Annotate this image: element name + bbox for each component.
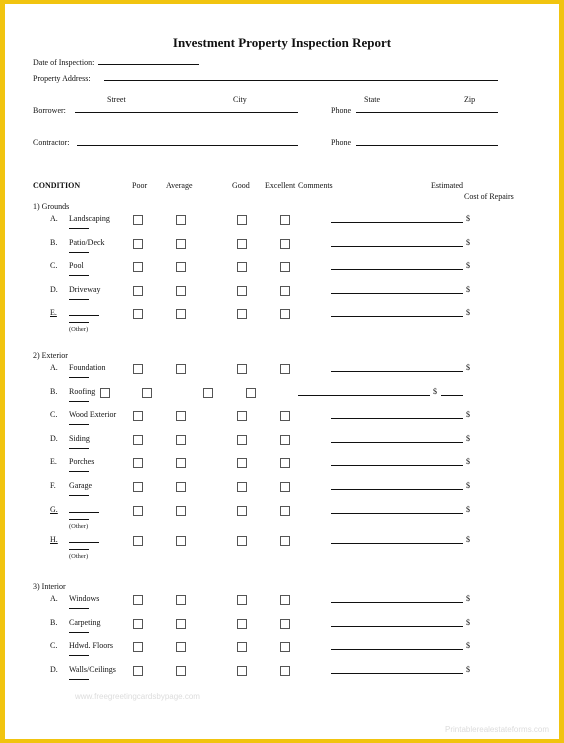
item-underline: [69, 377, 89, 378]
item-letter: A.: [50, 214, 58, 223]
dollar-sign: $: [466, 641, 470, 650]
item-underline: [69, 228, 89, 229]
comments-field[interactable]: [331, 442, 463, 443]
dollar-sign: $: [466, 308, 470, 317]
poor-checkbox[interactable]: [133, 595, 143, 605]
item-label: Hdwd. Floors: [69, 641, 114, 650]
dollar-sign: $: [433, 386, 437, 396]
section-title: 1) Grounds: [33, 202, 70, 211]
dollar-sign: $: [466, 534, 470, 544]
average-checkbox[interactable]: [176, 309, 186, 319]
good-checkbox[interactable]: [237, 458, 247, 468]
section-title: 3) Interior: [33, 582, 66, 591]
poor-header: Poor: [132, 181, 148, 190]
poor-checkbox[interactable]: [133, 536, 143, 546]
good-checkbox[interactable]: [237, 619, 247, 629]
comments-field[interactable]: [298, 395, 430, 396]
excellent-checkbox[interactable]: [246, 388, 256, 398]
dollar-sign: $: [466, 433, 470, 443]
page-title: Investment Property Inspection Report: [172, 35, 392, 50]
dollar-sign: $: [466, 504, 470, 514]
good-checkbox[interactable]: [237, 309, 247, 319]
borrower-phone-label: Phone: [331, 106, 351, 115]
comments-field[interactable]: [331, 222, 463, 223]
poor-checkbox[interactable]: [133, 666, 143, 676]
excellent-checkbox[interactable]: [280, 286, 290, 296]
excellent-checkbox[interactable]: [280, 506, 290, 516]
good-checkbox[interactable]: [203, 388, 213, 398]
average-checkbox[interactable]: [176, 411, 186, 421]
other-blank[interactable]: [69, 542, 99, 543]
dollar-sign: $: [466, 594, 470, 603]
item-letter: B.: [50, 386, 58, 396]
poor-checkbox[interactable]: [133, 215, 143, 225]
item-letter: A.: [50, 363, 58, 372]
item-letter: G.: [50, 504, 58, 514]
excellent-header: Excellent: [265, 181, 296, 190]
excellent-checkbox[interactable]: [280, 458, 290, 468]
item-underline: [69, 608, 89, 609]
average-checkbox[interactable]: [176, 262, 186, 272]
comments-field[interactable]: [331, 489, 463, 490]
date-label: Date of Inspection:: [33, 58, 95, 67]
comments-field[interactable]: [331, 626, 463, 627]
item-letter: F.: [50, 481, 56, 490]
item-underline: [69, 471, 89, 472]
other-blank[interactable]: [69, 512, 99, 513]
excellent-checkbox[interactable]: [280, 411, 290, 421]
item-letter: E.: [50, 308, 57, 317]
item-underline: [69, 519, 89, 520]
average-checkbox[interactable]: [176, 435, 186, 445]
excellent-checkbox[interactable]: [280, 619, 290, 629]
poor-checkbox[interactable]: [133, 642, 143, 652]
item-letter: C.: [50, 410, 58, 420]
poor-checkbox[interactable]: [133, 309, 143, 319]
good-checkbox[interactable]: [237, 262, 247, 272]
good-checkbox[interactable]: [237, 642, 247, 652]
poor-checkbox[interactable]: [133, 435, 143, 445]
average-checkbox[interactable]: [176, 536, 186, 546]
other-caption: (Other): [69, 522, 89, 530]
average-checkbox[interactable]: [176, 619, 186, 629]
item-label: Windows: [69, 594, 100, 603]
average-header: Average: [166, 181, 193, 190]
excellent-checkbox[interactable]: [280, 239, 290, 249]
excellent-checkbox[interactable]: [280, 364, 290, 374]
item-underline: [69, 495, 89, 496]
item-label: Pool: [69, 261, 84, 270]
average-checkbox[interactable]: [176, 458, 186, 468]
poor-checkbox[interactable]: [133, 506, 143, 516]
excellent-checkbox[interactable]: [280, 595, 290, 605]
other-caption: (Other): [69, 552, 89, 560]
borrower-field[interactable]: [75, 112, 298, 113]
good-checkbox[interactable]: [237, 411, 247, 421]
average-checkbox[interactable]: [142, 388, 152, 398]
zip-caption: Zip: [464, 95, 476, 104]
item-underline: [69, 275, 89, 276]
item-underline: [69, 448, 89, 449]
excellent-checkbox[interactable]: [280, 435, 290, 445]
comments-field[interactable]: [331, 465, 463, 466]
comments-field[interactable]: [331, 246, 463, 247]
item-underline: [69, 252, 89, 253]
dollar-sign: $: [466, 284, 470, 294]
item-label: Carpeting: [69, 617, 101, 627]
poor-checkbox[interactable]: [133, 458, 143, 468]
item-underline: [69, 401, 89, 402]
item-letter: E.: [50, 457, 57, 467]
dollar-sign: $: [466, 363, 470, 372]
dollar-sign: $: [466, 457, 470, 467]
comments-field[interactable]: [331, 316, 463, 317]
item-label: Driveway: [69, 284, 101, 294]
good-checkbox[interactable]: [237, 666, 247, 676]
comments-header: Comments: [298, 181, 333, 190]
excellent-checkbox[interactable]: [280, 482, 290, 492]
comments-field[interactable]: [331, 543, 463, 544]
dollar-sign: $: [466, 481, 470, 490]
poor-checkbox[interactable]: [133, 411, 143, 421]
item-underline: [69, 549, 89, 550]
comments-field[interactable]: [331, 269, 463, 270]
average-checkbox[interactable]: [176, 506, 186, 516]
city-caption: City: [233, 95, 247, 104]
item-letter: C.: [50, 641, 58, 650]
borrower-phone-field[interactable]: [356, 112, 498, 113]
poor-checkbox[interactable]: [133, 239, 143, 249]
good-checkbox[interactable]: [237, 239, 247, 249]
excellent-checkbox[interactable]: [280, 642, 290, 652]
average-checkbox[interactable]: [176, 595, 186, 605]
cost-field[interactable]: [441, 395, 463, 396]
item-letter: A.: [50, 594, 58, 603]
watermark-left: www.freegreetingcardsbypage.com: [75, 692, 200, 701]
excellent-checkbox[interactable]: [280, 309, 290, 319]
item-letter: D.: [50, 664, 58, 674]
good-checkbox[interactable]: [237, 482, 247, 492]
average-checkbox[interactable]: [176, 215, 186, 225]
excellent-checkbox[interactable]: [280, 262, 290, 272]
item-letter: B.: [50, 237, 58, 247]
item-label: Porches: [69, 457, 95, 467]
average-checkbox[interactable]: [176, 239, 186, 249]
item-label: Patio/Deck: [69, 237, 105, 247]
dollar-sign: $: [466, 617, 470, 627]
good-checkbox[interactable]: [237, 215, 247, 225]
contractor-label: Contractor:: [33, 138, 70, 147]
average-checkbox[interactable]: [176, 364, 186, 374]
borrower-label: Borrower:: [33, 106, 66, 115]
item-underline: [69, 679, 89, 680]
cost-header: Cost of Repairs: [464, 192, 514, 201]
street-caption: Street: [107, 95, 126, 104]
excellent-checkbox[interactable]: [280, 536, 290, 546]
date-field[interactable]: [98, 64, 199, 65]
inspection-report-page: [5, 4, 559, 739]
item-label: Siding: [69, 433, 90, 443]
comments-field[interactable]: [331, 513, 463, 514]
poor-checkbox[interactable]: [133, 286, 143, 296]
good-header: Good: [232, 181, 250, 190]
item-letter: H.: [50, 534, 58, 544]
comments-field[interactable]: [331, 371, 463, 372]
item-label: Wood Exterior: [69, 410, 117, 420]
dollar-sign: $: [466, 410, 470, 420]
good-checkbox[interactable]: [237, 506, 247, 516]
comments-field[interactable]: [331, 673, 463, 674]
good-checkbox[interactable]: [237, 435, 247, 445]
other-caption: (Other): [69, 326, 89, 333]
contractor-phone-field[interactable]: [356, 145, 498, 146]
dollar-sign: $: [466, 261, 470, 270]
comments-field[interactable]: [331, 649, 463, 650]
dollar-sign: $: [466, 214, 470, 223]
item-label: Walls/Ceilings: [69, 664, 116, 674]
poor-checkbox[interactable]: [100, 388, 110, 398]
item-letter: D.: [50, 284, 58, 294]
poor-checkbox[interactable]: [133, 364, 143, 374]
average-checkbox[interactable]: [176, 482, 186, 492]
state-caption: State: [364, 95, 380, 104]
average-checkbox[interactable]: [176, 642, 186, 652]
good-checkbox[interactable]: [237, 536, 247, 546]
item-letter: D.: [50, 433, 58, 443]
item-underline: [69, 655, 89, 656]
estimated-header: Estimated: [431, 181, 463, 190]
other-blank[interactable]: [69, 315, 99, 316]
item-letter: C.: [50, 261, 58, 270]
poor-checkbox[interactable]: [133, 262, 143, 272]
section-title: 2) Exterior: [33, 351, 68, 360]
dollar-sign: $: [466, 237, 470, 247]
item-letter: B.: [50, 617, 58, 627]
comments-field[interactable]: [331, 418, 463, 419]
comments-field[interactable]: [331, 293, 463, 294]
item-label: Foundation: [69, 363, 106, 372]
excellent-checkbox[interactable]: [280, 215, 290, 225]
condition-header: CONDITION: [33, 181, 81, 190]
contractor-phone-label: Phone: [331, 138, 351, 147]
item-label: Garage: [69, 481, 93, 490]
item-underline: [69, 299, 89, 300]
item-underline: [69, 322, 89, 323]
excellent-checkbox[interactable]: [280, 666, 290, 676]
item-underline: [69, 424, 89, 425]
poor-checkbox[interactable]: [133, 619, 143, 629]
address-field[interactable]: [104, 80, 498, 81]
contractor-field[interactable]: [77, 145, 298, 146]
good-checkbox[interactable]: [237, 364, 247, 374]
average-checkbox[interactable]: [176, 286, 186, 296]
good-checkbox[interactable]: [237, 286, 247, 296]
good-checkbox[interactable]: [237, 595, 247, 605]
watermark-right: Printablerealestateforms.com: [445, 725, 550, 734]
item-underline: [69, 632, 89, 633]
poor-checkbox[interactable]: [133, 482, 143, 492]
address-label: Property Address:: [33, 74, 91, 83]
item-label: Roofing: [69, 386, 96, 396]
average-checkbox[interactable]: [176, 666, 186, 676]
comments-field[interactable]: [331, 602, 463, 603]
item-label: Landscaping: [69, 214, 110, 223]
dollar-sign: $: [466, 664, 470, 674]
